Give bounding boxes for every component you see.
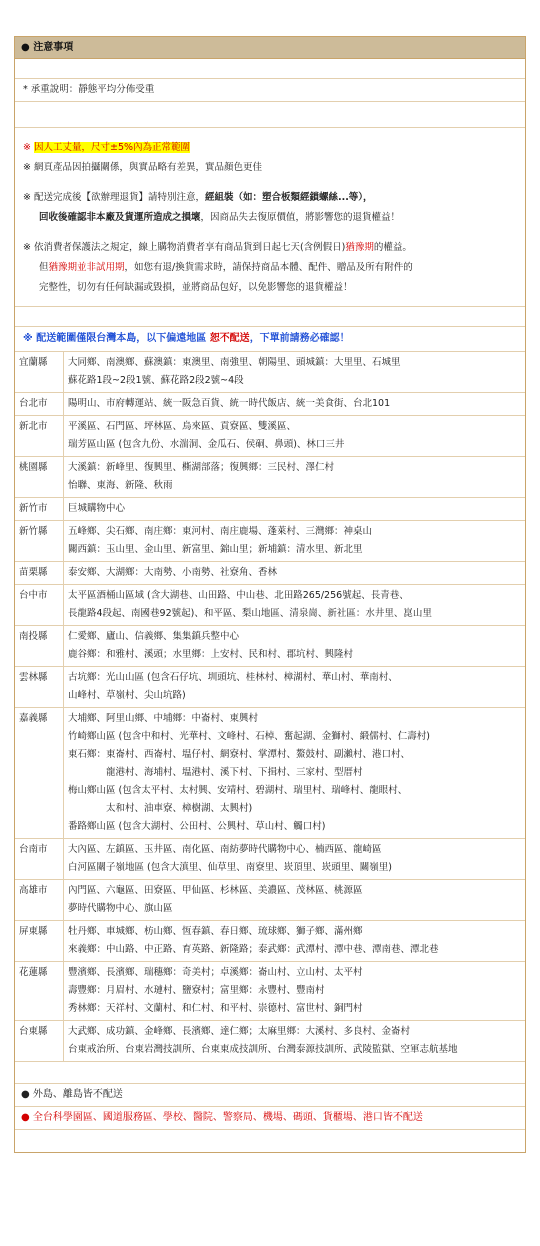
region-row	[15, 416, 525, 457]
region-area-line: 白河區關子嶺地區 (包含大滇里、仙草里、南寮里、崁頂里、崁頭里、關嶺里)	[68, 862, 392, 873]
region-area-line: 壽豐鄉：月眉村、水璉村、鹽寮村；富里鄉：永豐村、豐南村	[68, 985, 325, 996]
size-prefix: ※	[23, 142, 34, 153]
consumer-line2-a: 但	[39, 262, 49, 273]
region-area-line: 平溪區、石門區、坪林區、烏來區、貢寮區、雙溪區、	[68, 421, 297, 432]
region-area-line: 山峰村、草嶺村、尖山坑路)	[68, 690, 186, 701]
region-area-line: 巨城購物中心	[68, 503, 126, 514]
region-name: 新竹市	[15, 498, 64, 521]
notice-title: 注意事項	[33, 42, 74, 53]
region-areas	[64, 585, 526, 626]
region-name: 桃園縣	[15, 457, 64, 498]
region-row	[15, 521, 525, 562]
region-area-line: 五峰鄉、尖石鄉、南庄鄉：東河村、南庄鹿場、蓬萊村、三灣鄉：神桌山	[68, 526, 373, 537]
region-name: 台中市	[15, 585, 64, 626]
photo-note: ※ 網頁產品因拍攝關係，與實品略有差異，實品顏色更佳	[23, 162, 262, 173]
region-areas	[64, 352, 526, 393]
region-row	[15, 626, 525, 667]
region-name: 嘉義縣	[15, 708, 64, 839]
region-area-line: 來義鄉：中山路、中正路、育英路、新隆路；泰武鄉：武潭村、潭中巷、潭南巷、潭北巷	[68, 944, 439, 955]
region-area-line: 大同鄉、南澳鄉、蘇澳鎮：東澳里、南強里、朝陽里、頭城鎮：大里里、石城里	[68, 357, 401, 368]
consumer-line2-red1: 猶豫期	[48, 262, 78, 273]
region-area-line: 鹿谷鄉：和雅村、溪頭；水里鄉：上安村、民和村、郡坑村、興隆村	[68, 649, 354, 660]
region-name: 花蓮縣	[15, 962, 64, 1021]
region-area-line: 泰安鄉、大湖鄉：大南勢、小南勢、社寮角、香林	[68, 567, 278, 578]
region-area-line: 瑞芳區山區 (包含九份、水湍洞、金瓜石、侯硐、鼻頭)、林口三井	[68, 439, 345, 450]
region-area-line: 太平區酒桶山區域 (含大湖巷、山田路、中山巷、北田路265/256號起、長青巷、	[68, 590, 409, 601]
load-note: * 承重說明：靜態平均分佈受重	[15, 79, 525, 102]
return-line1-a: ※ 配送完成後【欲辦理退貨】請特別注意，	[23, 192, 205, 203]
region-areas	[64, 457, 526, 498]
size-notice	[15, 128, 525, 307]
size-tolerance: 因人工丈量，尺寸±5%內為正常範圍	[33, 142, 191, 153]
region-name: 台北市	[15, 393, 64, 416]
region-area-line: 梅山鄉山區 (包含太平村、太村興、安靖村、碧湖村、瑞里村、瑞峰村、龍眼村、	[68, 785, 408, 796]
region-area-line: 大武鄉、成功鎮、金峰鄉、長濱鄉、達仁鄉；太麻里鄉：大溪村、多良村、金崙村	[68, 1026, 411, 1037]
region-areas	[64, 416, 526, 457]
region-area-line: 長龍路4段起、南國巷92號起)、和平區、梨山地區、清泉崗、新社區：水井里、崑山里	[68, 608, 432, 619]
region-areas	[64, 562, 526, 585]
consumer-line3: 完整性，切勿有任何缺漏或毀損，並將商品包好，以免影響您的退貨權益！	[39, 282, 353, 293]
region-areas	[64, 626, 526, 667]
region-name: 南投縣	[15, 626, 64, 667]
spacer-row	[15, 1130, 525, 1152]
consumer-line1-a: ※ 依消費者保護法之規定，線上購物消費者享有商品貨到日起七天(含例假日)	[23, 242, 346, 253]
region-row	[15, 562, 525, 585]
region-row	[15, 708, 525, 839]
region-row	[15, 667, 525, 708]
region-area-line: 豐濱鄉、長濱鄉、瑞穗鄉：奇美村；卓溪鄉：崙山村、立山村、太平村	[68, 967, 363, 978]
region-row	[15, 880, 525, 921]
region-areas	[64, 839, 526, 880]
consumer-line2-b: ，如您有退/換貨需求時，請保持商品本體、配件、贈品及所有附件的	[124, 262, 413, 273]
region-row	[15, 921, 525, 962]
spacer-row	[15, 102, 525, 128]
notice-header	[15, 37, 525, 59]
region-area-line: 台東戒治所、台東岩灣技訓所、台東東成技訓所、台灣泰源技訓所、武陵監獄、空軍志航基地	[68, 1044, 458, 1055]
outlying-island-note: ● 外島、離島皆不配送	[15, 1084, 525, 1107]
spacer-row	[15, 307, 525, 327]
region-name: 屏東縣	[15, 921, 64, 962]
consumer-line1-b: 的權益。	[373, 242, 412, 253]
region-row	[15, 839, 525, 880]
return-line2-b: ，因商品失去復原價值，將影響您的退貨權益！	[200, 212, 401, 223]
delivery-head-a: ※ 配送範圍僅限台灣本島，以下偏遠地區	[23, 333, 210, 344]
region-area-line: 內門區、六龜區、田寮區、甲仙區、杉林區、美濃區、茂林區、桃源區	[68, 885, 363, 896]
region-areas	[64, 498, 526, 521]
region-area-line: 陽明山、市府轉運站、統一阪急百貨、統一時代飯店、統一美食街、台北101	[68, 398, 391, 409]
region-name: 雲林縣	[15, 667, 64, 708]
region-areas	[64, 393, 526, 416]
region-area-line: 秀林鄉：天祥村、文蘭村、和仁村、和平村、崇德村、富世村、銅門村	[68, 1003, 363, 1014]
region-area-line: 番路鄉山區 (包含大湖村、公田村、公興村、草山村、觸口村)	[68, 821, 326, 832]
consumer-line1-red: 猶豫期	[345, 242, 374, 253]
facility-note: ● 全台科學園區、國道服務區、學校、醫院、警察局、機場、碼頭、貨櫃場、港口皆不配送	[15, 1107, 525, 1130]
region-area-line: 仁愛鄉、廬山、信義鄉、集集鎮兵整中心	[68, 631, 240, 642]
region-areas	[64, 521, 526, 562]
region-areas	[64, 1021, 526, 1062]
region-area-line: 太和村、油車寮、樟樹湖、太興村)	[68, 803, 253, 814]
region-name: 新北市	[15, 416, 64, 457]
remote-region-table	[15, 352, 525, 1062]
region-area-line: 大溪鎮：新峰里、復興里、㯕湖部落；復興鄉：三民村、澤仁村	[68, 462, 335, 473]
spacer-row	[15, 59, 525, 79]
region-name: 苗栗縣	[15, 562, 64, 585]
notice-sheet	[14, 36, 526, 1153]
region-areas	[64, 921, 526, 962]
region-areas	[64, 962, 526, 1021]
region-area-line: 怡聯、東海、新隆、秋雨	[68, 480, 173, 491]
region-area-line: 夢時代購物中心、旗山區	[68, 903, 173, 914]
return-line2-a: 回收後確認非本廠及貨運所造成之損壞	[39, 212, 201, 223]
delivery-heading	[15, 327, 525, 352]
region-row	[15, 585, 525, 626]
region-areas	[64, 667, 526, 708]
region-area-line: 東石鄉：東崙村、西崙村、塭仔村、網寮村、掌潭村、鰲鼓村、副瀨村、港口村、	[68, 749, 411, 760]
delivery-head-b: ，下單前請務必確認！	[249, 333, 350, 344]
region-row	[15, 352, 525, 393]
region-row	[15, 498, 525, 521]
region-area-line: 竹崎鄉山區 (包含中和村、光華村、文峰村、石棹、奮起湖、金獅村、緞儒村、仁壽村)	[68, 731, 430, 742]
region-area-line: 蘇花路1段~2段1號、蘇花路2段2號~4段	[68, 375, 244, 386]
region-areas	[64, 880, 526, 921]
region-area-line: 大內區、左鎮區、玉井區、南化區、南紡夢時代購物中心、楠西區、龍崎區	[68, 844, 382, 855]
delivery-head-red: 恕不配送	[209, 333, 250, 344]
region-row	[15, 1021, 525, 1062]
region-area-line: 牡丹鄉、車城鄉、枋山鄉、恆春鎮、春日鄉、琉球鄉、獅子鄉、滿州鄉	[68, 926, 363, 937]
region-name: 台南市	[15, 839, 64, 880]
region-area-line: 龍港村、海埔村、塭港村、溪下村、下揖村、三家村、型厝村	[68, 767, 363, 778]
region-row	[15, 393, 525, 416]
region-name: 宜蘭縣	[15, 352, 64, 393]
region-row	[15, 962, 525, 1021]
region-area-line: 古坑鄉：光山山區 (包含石仔坑、圳頭坑、桂林村、樟湖村、華山村、華南村、	[68, 672, 398, 683]
consumer-line2-red2: 並非試用期	[77, 262, 125, 273]
region-name: 高雄市	[15, 880, 64, 921]
return-line1-b: 經組裝（如：塑合板類經鎖螺絲...等），	[204, 192, 373, 203]
region-area-line: 關西鎮：玉山里、金山里、新富里、錦山里；新埔鎮：清水里、新北里	[68, 544, 363, 555]
region-name: 新竹縣	[15, 521, 64, 562]
spacer-row	[15, 1062, 525, 1084]
region-areas	[64, 708, 526, 839]
region-area-line: 大埔鄉、阿里山鄉、中埔鄉：中崙村、東興村	[68, 713, 259, 724]
bullet-icon: ●	[21, 42, 30, 53]
region-name: 台東縣	[15, 1021, 64, 1062]
region-row	[15, 457, 525, 498]
